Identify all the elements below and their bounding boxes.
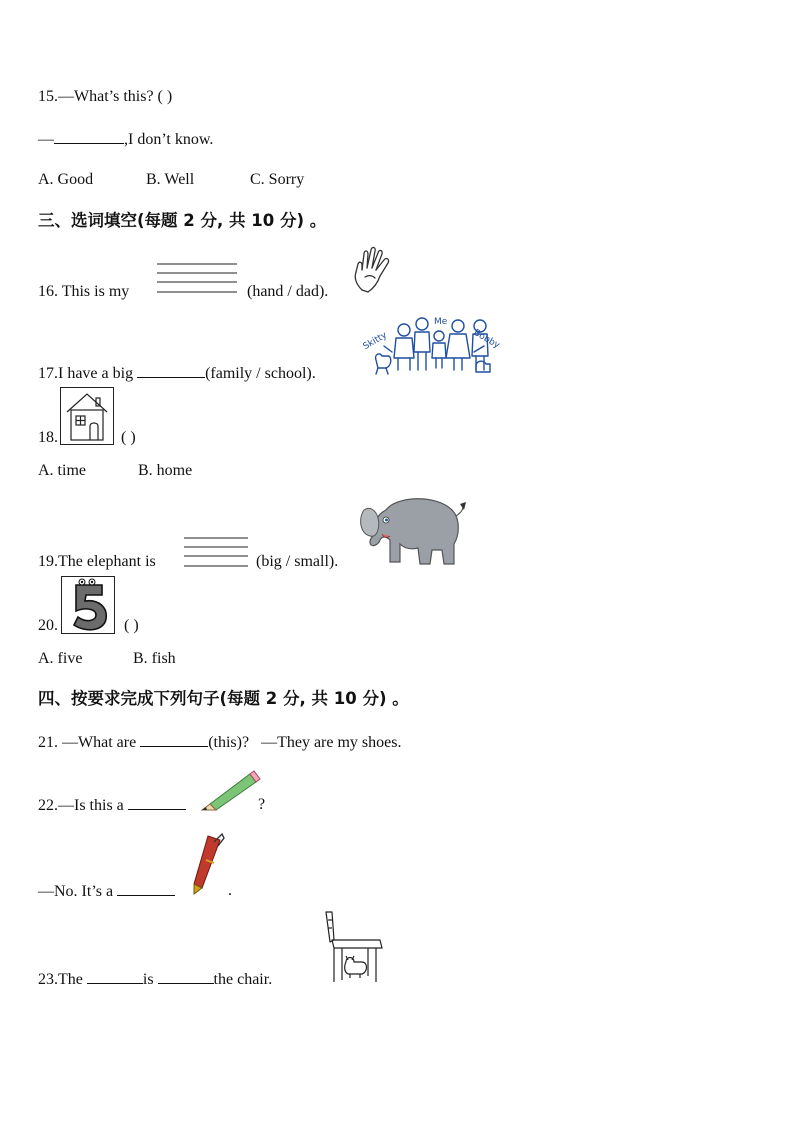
q15-answer-line <box>38 129 213 150</box>
q22-blank-1[interactable] <box>128 795 186 810</box>
q21-number: 21. <box>38 734 58 751</box>
family-label-skitty: Skitty <box>361 330 389 353</box>
chair-dog-icon <box>322 910 384 984</box>
q21-answer: —They are my shoes. <box>261 734 402 751</box>
q16-suffix: (hand / dad). <box>247 283 329 300</box>
pen-icon <box>188 832 230 896</box>
q19-writing-lines[interactable] <box>184 536 248 570</box>
q19-suffix: (big / small). <box>256 553 339 570</box>
q22-period: . <box>228 882 232 899</box>
q15-answer-suffix: ,I don’t know. <box>124 131 214 148</box>
q23-prefix: 23.The <box>38 971 83 988</box>
q22-question-prefix: 22.—Is this a <box>38 797 124 814</box>
q18-option-a: A. time <box>38 462 86 479</box>
family-label-bobby: Bobby <box>471 327 502 351</box>
q18-answer-paren[interactable]: ( ) <box>121 429 136 446</box>
q16-prefix: 16. This is my <box>38 283 130 300</box>
q15-option-a: A. Good <box>38 171 94 188</box>
q15-question: 15.—What’s this? ( ) <box>38 88 173 105</box>
q21-hint: (this)? <box>208 734 250 751</box>
q20-option-b: B. fish <box>133 650 176 667</box>
q17-blank[interactable] <box>137 363 205 378</box>
q23-blank-1[interactable] <box>87 969 143 984</box>
q16-writing-lines[interactable] <box>157 262 237 296</box>
q23-line <box>38 969 272 990</box>
q17-line <box>38 363 316 384</box>
pencil-icon <box>198 768 262 812</box>
q15-option-c: C. Sorry <box>250 171 305 188</box>
house-icon <box>60 387 114 445</box>
q23-blank-2[interactable] <box>158 969 214 984</box>
q22-line-1 <box>38 795 186 816</box>
q22-question-mark: ? <box>258 796 266 813</box>
q18-option-b: B. home <box>138 462 193 479</box>
number-five-icon <box>61 576 115 634</box>
q21-line <box>38 732 401 753</box>
section-4-heading: 四、按要求完成下列句子(每题 2 分, 共 10 分) 。 <box>38 689 409 708</box>
section-3-heading: 三、选词填空(每题 2 分, 共 10 分) 。 <box>38 211 327 230</box>
family-label-me: Me <box>434 317 448 327</box>
q20-answer-paren[interactable]: ( ) <box>124 617 139 634</box>
elephant-icon <box>356 490 468 570</box>
q21-question: —What are <box>62 734 137 751</box>
q23-mid: is <box>142 971 154 988</box>
q15-answer-prefix: — <box>38 131 54 148</box>
q20-option-a: A. five <box>38 650 83 667</box>
q15-blank[interactable] <box>54 129 124 144</box>
q15-option-b: B. Well <box>146 171 195 188</box>
q19-prefix: 19.The elephant is <box>38 553 156 570</box>
q23-suffix: the chair. <box>213 971 273 988</box>
family-icon <box>360 312 502 378</box>
q17-suffix: (family / school). <box>205 365 316 382</box>
hand-icon <box>348 244 396 294</box>
q20-number: 20. <box>38 617 58 634</box>
q22-answer-prefix: —No. It’s a <box>38 883 114 900</box>
q18-number: 18. <box>38 429 58 446</box>
q22-line-2 <box>38 881 175 902</box>
q22-blank-2[interactable] <box>117 881 175 896</box>
q17-prefix: 17.I have a big <box>38 365 134 382</box>
q21-blank[interactable] <box>140 732 208 747</box>
